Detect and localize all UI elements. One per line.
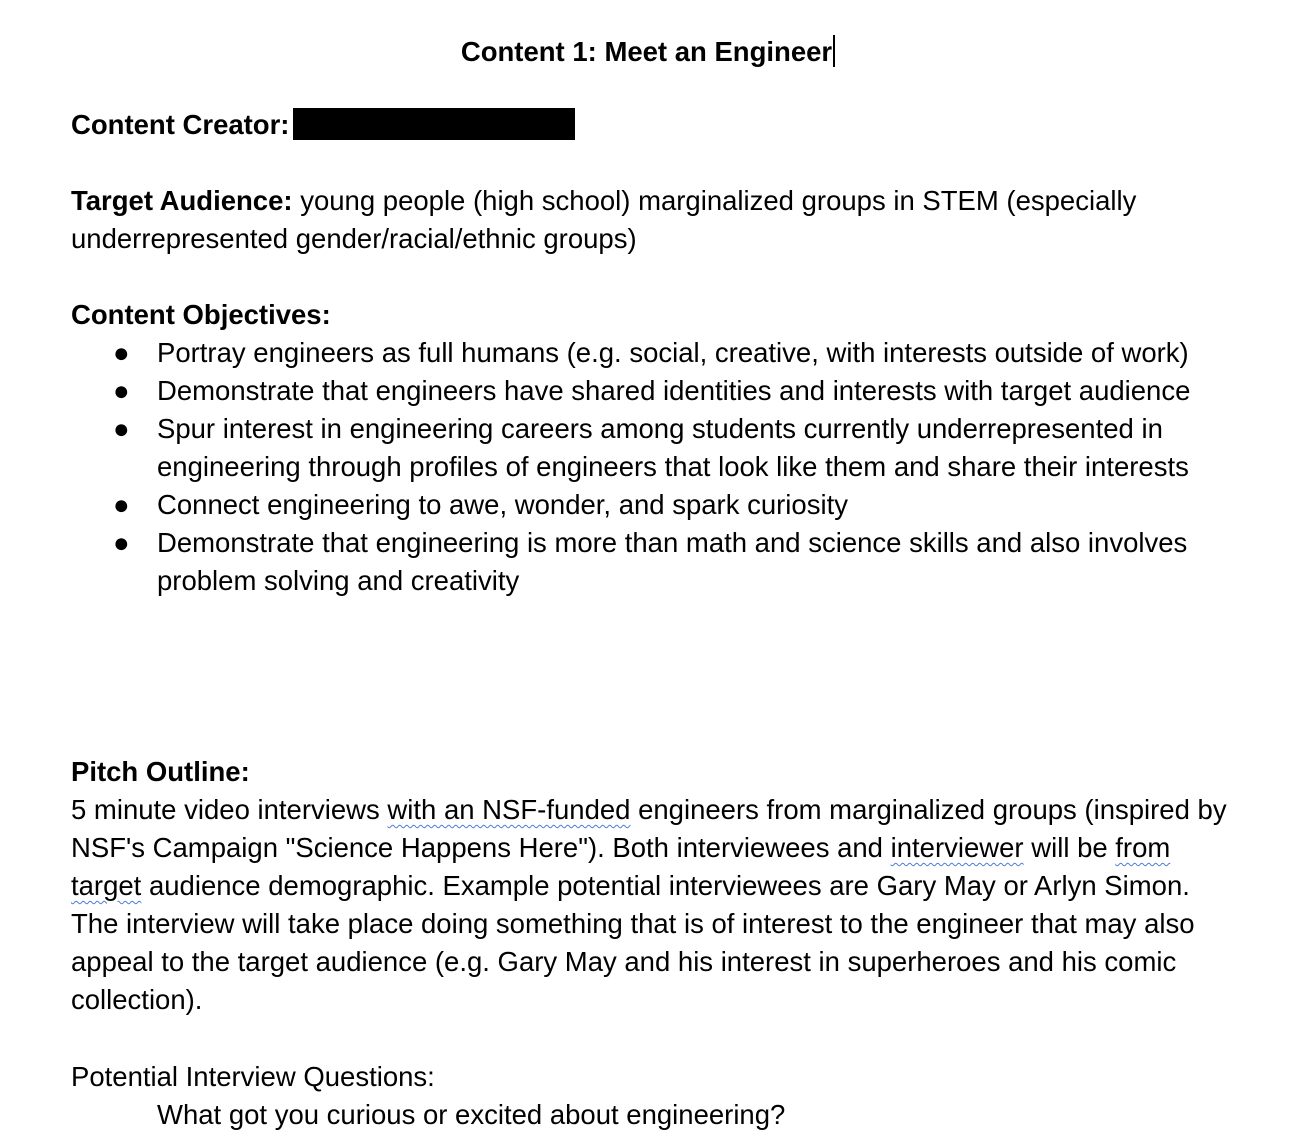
grammar-suggestion[interactable]: from target bbox=[71, 832, 1171, 901]
pitch-text: will be bbox=[1023, 832, 1116, 863]
bullet-icon: ● bbox=[113, 375, 130, 406]
content-objectives-heading[interactable] bbox=[71, 296, 1231, 334]
list-item-text: Portray engineers as full humans (e.g. social, creative, with interests outside of work) bbox=[157, 337, 1189, 368]
interview-questions-label: Potential Interview Questions: bbox=[71, 1061, 435, 1092]
pitch-text: engineers from marginalized groups (inspired by NSF's Campaign "Science Happens Here"). Both interviewees and bbox=[71, 794, 1227, 863]
list-item-text: Spur interest in engineering careers among students currently underrepresented in engineering through profiles of engineers that look like them and share their interests bbox=[157, 413, 1189, 482]
interview-questions-heading[interactable] bbox=[71, 1058, 1231, 1096]
pitch-outline-label: Pitch Outline: bbox=[71, 756, 250, 787]
pitch-text: 5 minute video interviews bbox=[71, 794, 388, 825]
content-objectives-label: Content Objectives: bbox=[71, 299, 331, 330]
bullet-icon: ● bbox=[113, 413, 130, 444]
objectives-list[interactable] bbox=[71, 334, 1231, 600]
pitch-outline-heading[interactable] bbox=[71, 753, 1231, 791]
content-creator-line[interactable] bbox=[71, 106, 1231, 144]
bullet-icon: ● bbox=[113, 527, 130, 558]
list-item[interactable] bbox=[71, 524, 1231, 600]
list-item[interactable] bbox=[71, 486, 1231, 524]
grammar-suggestion[interactable]: with an NSF-funded bbox=[387, 794, 631, 825]
list-item-text: Connect engineering to awe, wonder, and spark curiosity bbox=[157, 489, 848, 520]
text-cursor bbox=[833, 35, 835, 67]
target-audience-text: young people (high school) marginalized groups in STEM (especially underrepresented gender/racial/ethnic groups) bbox=[71, 185, 1137, 254]
bullet-icon: ● bbox=[113, 337, 130, 368]
redacted-name-box bbox=[293, 108, 575, 140]
pitch-outline-paragraph[interactable] bbox=[71, 791, 1231, 1019]
list-item[interactable] bbox=[71, 334, 1231, 372]
target-audience-paragraph[interactable] bbox=[71, 182, 1231, 258]
first-question-partial[interactable] bbox=[157, 1096, 785, 1134]
pitch-text: audience demographic. Example potential interviewees are Gary May or Arlyn Simon. The interview will take place doing something that is of interest to the engineer that may also appeal to the target audience (e.g. Gary May and his interest in superheroes and his comic collection). bbox=[71, 870, 1195, 1015]
title-text: Content 1: Meet an Engineer bbox=[460, 36, 833, 67]
list-item-text: Demonstrate that engineering is more than math and science skills and also involves problem solving and creativity bbox=[157, 527, 1188, 596]
content-creator-label: Content Creator: bbox=[71, 109, 290, 140]
grammar-suggestion[interactable]: interviewer bbox=[890, 832, 1024, 863]
target-audience-label: Target Audience: bbox=[71, 185, 293, 216]
first-question-text: What got you curious or excited about engineering? bbox=[157, 1099, 786, 1130]
list-item-text: Demonstrate that engineers have shared identities and interests with target audience bbox=[157, 375, 1191, 406]
list-item[interactable] bbox=[71, 372, 1231, 410]
list-item[interactable] bbox=[71, 410, 1231, 486]
bullet-icon: ● bbox=[113, 489, 130, 520]
document-title[interactable] bbox=[0, 33, 1296, 71]
